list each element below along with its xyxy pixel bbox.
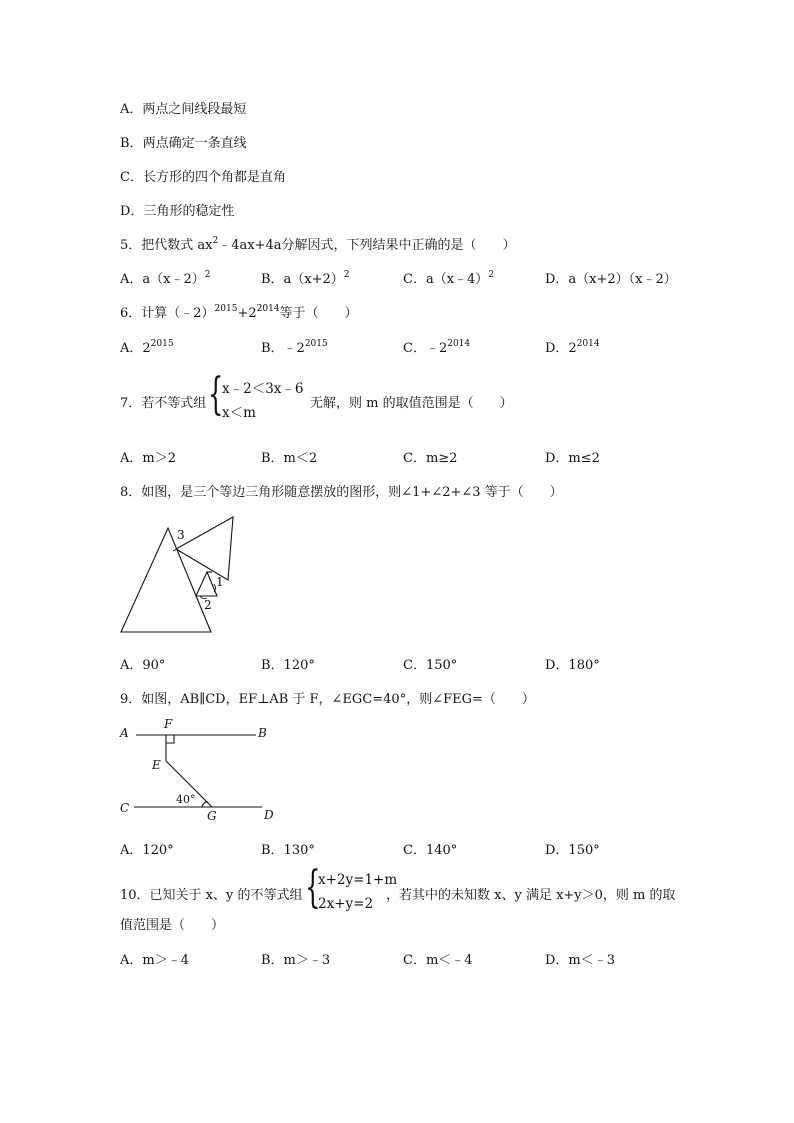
- q8-stem: 8．如图，是三个等边三角形随意摆放的图形，则∠1+∠2+∠3 等于（ ）: [120, 485, 563, 500]
- q4-option-c: C．长方形的四个角都是直角: [120, 170, 286, 185]
- q9-option-d: D．150°: [545, 843, 600, 858]
- q7-stem-suffix: 无解，则 m 的取值范围是（ ）: [310, 396, 513, 411]
- svg-text:E: E: [152, 758, 161, 772]
- q7-option-a: A．m＞2: [120, 451, 176, 466]
- q6-stem: 6．计算$(﹣2)^{2015}+2^{2014}$等于（ ）: [120, 304, 358, 321]
- q6-option-c: C．$﹣2^{2014}$: [403, 339, 471, 356]
- q7-option-d: D．m≤2: [545, 451, 600, 466]
- q8-option-d: D．180°: [545, 658, 600, 673]
- right-angle-mark: [166, 735, 174, 743]
- q10-system-row1: x+2y=1+m: [318, 872, 398, 888]
- upper-triangle: [176, 517, 233, 580]
- q5-option-d: D．a（x+2）（x﹣2）: [545, 272, 677, 287]
- large-triangle: [121, 528, 211, 632]
- q6-option-b: B．$﹣2^{2015}$: [261, 339, 328, 356]
- svg-text:G: G: [207, 809, 217, 823]
- svg-text:D: D: [264, 808, 274, 822]
- q10-stem-suffix: ，若其中的未知数 x、y 满足 x+y＞0，则 m 的取: [386, 888, 676, 903]
- q7-system-row2: x＜m: [222, 405, 256, 421]
- angle-2-label: 2: [204, 598, 212, 612]
- q9-option-a: A．120°: [120, 843, 174, 858]
- q5-option-b: B．$a(x+2)^2$: [261, 270, 350, 287]
- q7-brace: {: [208, 369, 224, 420]
- q5-option-a: A．a（x﹣2）$^2$: [120, 270, 211, 287]
- q10-option-b: B．m＞﹣3: [261, 953, 331, 968]
- q9-option-c: C．140°: [403, 843, 458, 858]
- q5-option-c: C．a（x﹣4）$^2$: [403, 270, 495, 287]
- svg-text:40°: 40°: [176, 793, 196, 806]
- q7-option-c: C．m≥2: [403, 451, 458, 466]
- q7-option-b: B．m＜2: [261, 451, 318, 466]
- q9-parallel-lines-figure: [116, 715, 286, 825]
- q10-option-a: A．m＞﹣4: [120, 953, 189, 968]
- q4-option-b: B．两点确定一条直线: [120, 136, 247, 151]
- q8-triangles-figure: [116, 512, 240, 636]
- svg-text:C: C: [120, 801, 130, 815]
- q7-stem-prefix: 7．若不等式组: [120, 396, 207, 411]
- angle-1-label: 1: [216, 575, 224, 589]
- q10-stem-line2: 值范围是（ ）: [120, 918, 225, 933]
- q8-option-a: A．90°: [120, 658, 166, 673]
- q8-option-c: C．150°: [403, 658, 458, 673]
- q5-stem: 5．把代数式 $ax^2﹣4ax+4a$分解因式，下列结果中正确的是（ ）: [120, 236, 516, 253]
- q4-option-a: A．两点之间线段最短: [120, 102, 247, 117]
- q6-option-a: A．$2^{2015}$: [120, 339, 174, 356]
- q10-option-d: D．m＜﹣3: [545, 953, 616, 968]
- q10-system-row2: 2x+y=2: [318, 896, 374, 912]
- angle-3-label: 3: [177, 528, 185, 542]
- q7-system-row1: x﹣2＜3x﹣6: [222, 381, 304, 397]
- q10-option-c: C．m＜﹣4: [403, 953, 473, 968]
- q10-stem-prefix: 10．已知关于 x、y 的不等式组: [120, 888, 303, 903]
- q8-option-b: B．120°: [261, 658, 315, 673]
- q9-option-b: B．130°: [261, 843, 315, 858]
- q6-option-d: D．$2^{2014}$: [545, 339, 600, 356]
- svg-text:B: B: [258, 726, 267, 740]
- q4-option-d: D．三角形的稳定性: [120, 204, 235, 219]
- svg-text:A: A: [120, 726, 129, 740]
- small-triangle: [196, 572, 217, 596]
- q10-brace: {: [305, 862, 321, 913]
- svg-text:F: F: [164, 717, 173, 731]
- q9-stem: 9．如图，AB∥CD，EF⊥AB 于 F，∠EGC=40°，则∠FEG=（ ）: [120, 692, 535, 707]
